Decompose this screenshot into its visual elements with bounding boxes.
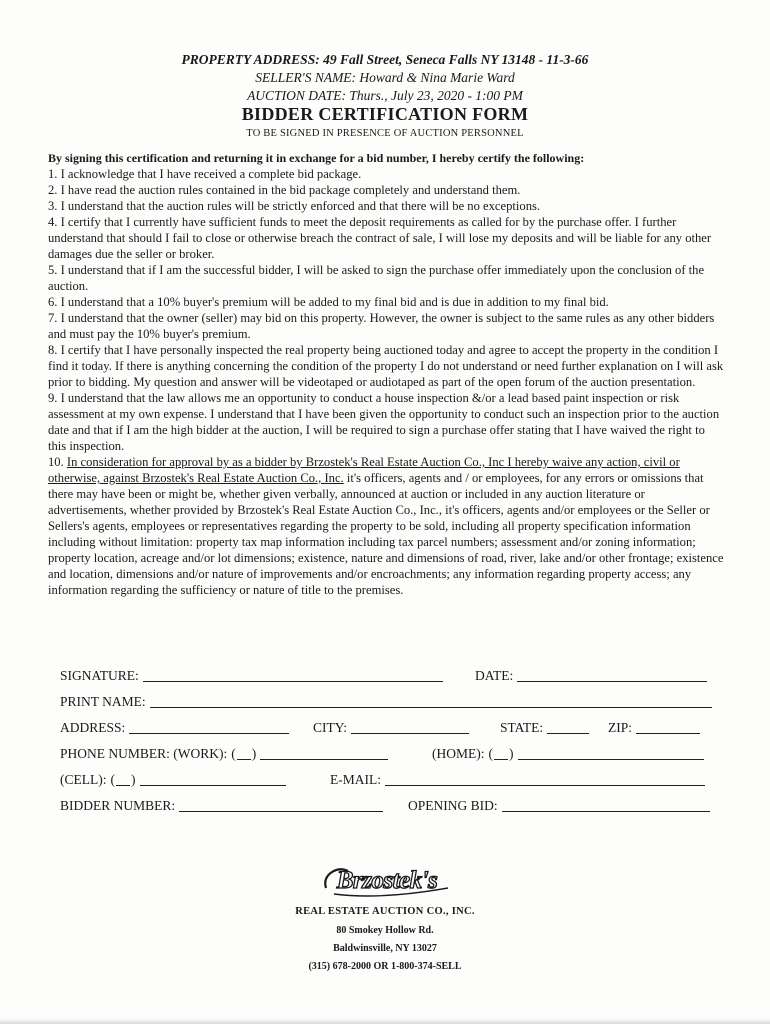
- logo-wordmark: Brzostek's: [336, 867, 438, 894]
- company-name: REAL ESTATE AUCTION CO., INC.: [295, 906, 475, 917]
- work-phone-line[interactable]: [260, 746, 388, 760]
- zip-line[interactable]: [636, 720, 700, 734]
- certification-item-3: 3. I understand that the auction rules will be strictly enforced and that there will be no exceptions.: [48, 199, 541, 213]
- cell-area-code-line[interactable]: [116, 772, 130, 786]
- print-name-field: [60, 694, 712, 710]
- area-code-close-paren: ): [251, 746, 257, 761]
- cell-area-code-close-paren: ): [131, 772, 136, 787]
- home-phone-label: (HOME):: [432, 746, 485, 761]
- cell-area-code-open-paren: (: [110, 772, 115, 787]
- certification-item-7: 7. I understand that the owner (seller) may bid on this property. However, the owner is subject to the same rules as any other bidders and must pay the 10% buyer's premium.: [48, 311, 715, 341]
- bidder-number-line[interactable]: [179, 798, 383, 812]
- certification-item-6: 6. I understand that a 10% buyer's premium will be added to my final bid and is due in addition to my final bid.: [48, 295, 609, 309]
- email-line[interactable]: [385, 772, 705, 786]
- waiver-clause: In consideration for approval by as a bidder by Brzostek's Real Estate Auction Co., Inc I hereby waive any action, civil or otherwise, against Brzostek's Real Estate Auction Co., Inc.: [48, 455, 680, 485]
- certification-item-10: [48, 454, 724, 598]
- address-label: ADDRESS:: [60, 720, 126, 735]
- date-line[interactable]: [517, 668, 707, 682]
- auction-date: AUCTION DATE: Thurs., July 23, 2020 - 1:00 PM: [247, 88, 523, 103]
- city-label: CITY:: [313, 720, 348, 735]
- item-10-number: 10.: [48, 455, 67, 469]
- seller-name: SELLER'S NAME: Howard & Nina Marie Ward: [255, 70, 515, 85]
- certification-body: [48, 150, 724, 598]
- form-subtitle: TO BE SIGNED IN PRESENCE OF AUCTION PERSONNEL: [246, 128, 524, 139]
- certification-item-8: 8. I certify that I have personally inspected the real property being auctioned today and agree to accept the property in the condition I find it today. If there is anything concerning the condition of the property I do not understand or need further explanation on I will ask prior to bidding. My question and answer will be videotaped or audiotaped as part of the open forum of the auction presentation.: [48, 343, 724, 389]
- address-line[interactable]: [129, 720, 289, 734]
- state-line[interactable]: [547, 720, 589, 734]
- signature-line[interactable]: [143, 668, 443, 682]
- area-code-open-paren: (: [231, 746, 236, 761]
- email-field: [330, 772, 705, 788]
- home-phone-line[interactable]: [518, 746, 704, 760]
- cell-phone-label: (CELL):: [60, 772, 107, 787]
- opening-bid-field: [408, 798, 710, 814]
- home-area-code-open-paren: (: [488, 746, 493, 761]
- email-label: E-MAIL:: [330, 772, 381, 787]
- certification-item-1: 1. I acknowledge that I have received a complete bid package.: [48, 167, 362, 181]
- bidder-number-label: BIDDER NUMBER:: [60, 798, 176, 813]
- print-name-line[interactable]: [150, 694, 712, 708]
- home-area-code-close-paren: ): [509, 746, 514, 761]
- home-area-code-line[interactable]: [494, 746, 508, 760]
- home-phone-field: [432, 746, 704, 762]
- signature-label: SIGNATURE:: [60, 668, 139, 683]
- property-address: PROPERTY ADDRESS: 49 Fall Street, Seneca Falls NY 13148 - 11-3-66: [181, 52, 589, 67]
- zip-field: [608, 720, 700, 736]
- scan-bottom-edge: [0, 1018, 770, 1024]
- work-phone-label: PHONE NUMBER: (WORK):: [60, 746, 228, 761]
- city-line[interactable]: [351, 720, 469, 734]
- address-field: [60, 720, 289, 736]
- zip-label: ZIP:: [608, 720, 633, 735]
- signature-field: [60, 668, 443, 684]
- bidder-number-field: [60, 798, 383, 814]
- city-field: [313, 720, 469, 736]
- cell-phone-line[interactable]: [140, 772, 286, 786]
- opening-bid-line[interactable]: [502, 798, 710, 812]
- certification-item-2: 2. I have read the auction rules contained in the bid package completely and understand them.: [48, 183, 521, 197]
- certification-item-9: 9. I understand that the law allows me an opportunity to conduct a house inspection &/or a lead based paint inspection or risk assessment at my own expense. I understand that I have been given the opportunity to conduct such an inspection prior to the auction date and that if I am the high bidder at the auction, I will be required to sign a purchase offer stating that I have waived the right to this inspection.: [48, 391, 720, 453]
- date-field: [475, 668, 707, 684]
- state-field: [500, 720, 589, 736]
- opening-bid-label: OPENING BID:: [408, 798, 498, 813]
- brzosteks-logo-icon: [320, 858, 455, 902]
- cell-phone-field: [60, 772, 286, 788]
- certification-item-5: 5. I understand that if I am the successful bidder, I will be asked to sign the purchase offer immediately upon the conclusion of the auction.: [48, 263, 705, 293]
- work-area-code-line[interactable]: [237, 746, 251, 760]
- company-phone: (315) 678-2000 OR 1-800-374-SELL: [308, 961, 462, 972]
- certification-item-4: 4. I certify that I currently have sufficient funds to meet the deposit requirements as called for by the purchase offer. I further understand that should I fail to close or otherwise breach the contract of sale, I will lose my deposits and will be liable for any other damages due the seller or broker.: [48, 215, 712, 261]
- company-street: 80 Smokey Hollow Rd.: [336, 925, 434, 936]
- company-city: Baldwinsville, NY 13027: [333, 943, 437, 954]
- date-label: DATE:: [475, 668, 514, 683]
- work-phone-field: [60, 746, 388, 762]
- item-10-text: it's officers, agents and / or employees, for any errors or omissions that there may have been or might be, whether given verbally, announced at auction or included in any auction literature or advertisements, whether provided by Brzostek's Real Estate Auction Co., Inc., it's officers, agents and/or employees or the Seller or Sellers's agents, employees or representatives regarding the property to be sold, including all property specification information including without limitation: property tax map information including tax parcel numbers; assessment and/or zoning information; property location, acreage and/or lot dimensions; existence, nature and dimensions of road, river, lake and/or other frontage; existence and location, dimensions and/or nature of improvements and/or encroachments; any information regarding property access; any information regarding the sufficiency or nature of title to the premises.: [48, 471, 724, 597]
- form-title: BIDDER CERTIFICATION FORM: [241, 104, 529, 124]
- intro-statement: By signing this certification and returning it in exchange for a bid number, I hereby certify the following:: [48, 151, 585, 165]
- print-name-label: PRINT NAME:: [60, 694, 146, 709]
- state-label: STATE:: [500, 720, 544, 735]
